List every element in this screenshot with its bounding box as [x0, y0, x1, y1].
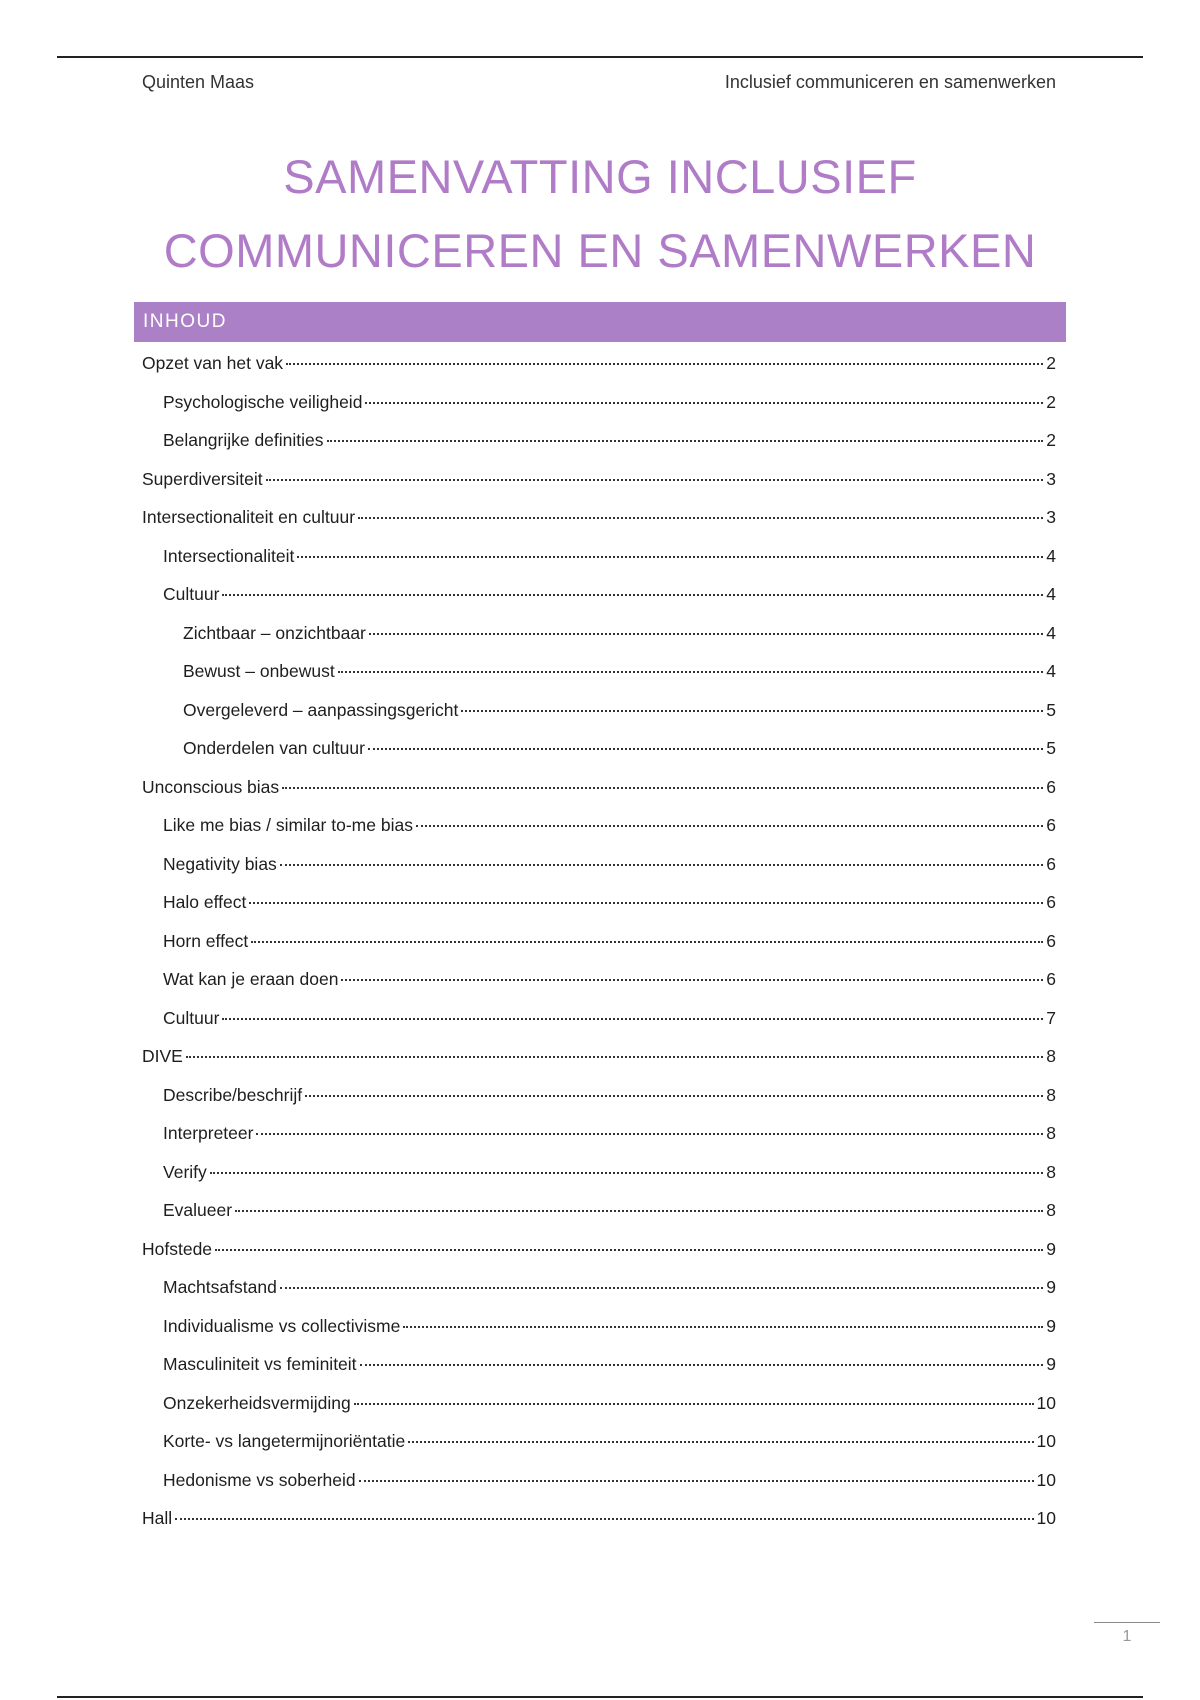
toc-entry-page-number: 9: [1046, 1277, 1056, 1297]
toc-dot-leader: [354, 1403, 1034, 1405]
toc-entry[interactable]: [142, 623, 1056, 662]
toc-dot-leader: [280, 864, 1043, 866]
toc-entry-label[interactable]: Onderdelen van cultuur: [183, 738, 365, 758]
toc-entry-page-number: 8: [1046, 1161, 1056, 1182]
toc-entry-page-number: 7: [1046, 1007, 1056, 1028]
toc-entry-page-number: 6: [1046, 815, 1056, 835]
toc-entry-page-number: 3: [1046, 507, 1056, 527]
header-course-title: Inclusief communiceren en samenwerken: [724, 72, 1056, 92]
toc-entry-label[interactable]: Hedonisme vs soberheid: [163, 1469, 356, 1490]
toc-entry-label[interactable]: Individualisme vs collectivisme: [163, 1315, 401, 1336]
toc-dot-leader: [403, 1326, 1043, 1328]
toc-entry-label[interactable]: Like me bias / similar to-me bias: [163, 815, 413, 835]
toc-dot-leader: [175, 1518, 1033, 1520]
toc-entry-page-number: 10: [1036, 1508, 1056, 1528]
toc-heading-banner: [134, 302, 1066, 342]
toc-entry[interactable]: [142, 1354, 1056, 1393]
toc-entry-label[interactable]: Zichtbaar – onzichtbaar: [183, 622, 366, 643]
footer-rule: [57, 1696, 1143, 1698]
toc-dot-leader: [280, 1287, 1043, 1289]
toc-entry-label[interactable]: Describe/beschrijf: [163, 1084, 303, 1105]
toc-entry-label[interactable]: DIVE: [142, 1046, 183, 1066]
toc-entry-label[interactable]: Machtsafstand: [163, 1277, 277, 1297]
document-title-line-2: COMMUNICEREN EN SAMENWERKEN: [163, 224, 1037, 277]
toc-dot-leader: [215, 1249, 1043, 1251]
toc-entry[interactable]: [142, 738, 1056, 777]
toc-entry-page-number: 9: [1046, 1354, 1056, 1374]
toc-dot-leader: [282, 787, 1043, 789]
toc-entry-page-number: 8: [1046, 1200, 1056, 1220]
toc-dot-leader: [365, 402, 1043, 404]
toc-entry[interactable]: [142, 546, 1056, 585]
toc-entry-label[interactable]: Wat kan je eraan doen: [163, 969, 339, 989]
toc-entry-page-number: 3: [1046, 468, 1056, 489]
toc-entry[interactable]: [142, 1200, 1056, 1239]
document-title-line-1: SAMENVATTING INCLUSIEF: [283, 150, 917, 203]
toc-entry[interactable]: [142, 1393, 1056, 1432]
header-rule: [57, 56, 1143, 58]
toc-dot-leader: [235, 1210, 1043, 1212]
toc-dot-leader: [369, 633, 1043, 635]
toc-entry-label[interactable]: Interpreteer: [163, 1123, 254, 1143]
toc-entry[interactable]: [142, 392, 1056, 431]
toc-entry-page-number: 8: [1046, 1046, 1056, 1066]
toc-entry-page-number: 6: [1046, 776, 1056, 797]
toc-entry-label[interactable]: Overgeleverd – aanpassingsgericht: [183, 699, 459, 720]
toc-entry-label[interactable]: Onzekerheidsvermijding: [163, 1392, 351, 1413]
toc-entry[interactable]: [142, 892, 1056, 931]
toc-entry-page-number: 2: [1046, 391, 1056, 412]
page-number-rule: [1094, 1622, 1160, 1623]
toc-entry-page-number: 8: [1046, 1084, 1056, 1105]
toc-entry[interactable]: [142, 1239, 1056, 1278]
document-title: [134, 140, 1066, 288]
toc-entry-label[interactable]: Evalueer: [163, 1200, 233, 1220]
toc-entry[interactable]: [142, 1277, 1056, 1316]
toc-entry[interactable]: [142, 469, 1056, 508]
toc-dot-leader: [327, 440, 1044, 442]
toc-entry[interactable]: [142, 1046, 1056, 1085]
toc-entry-label[interactable]: Horn effect: [163, 930, 249, 951]
toc-entry-label[interactable]: Verify: [163, 1161, 207, 1182]
toc-entry[interactable]: [142, 969, 1056, 1008]
toc-dot-leader: [360, 1364, 1044, 1366]
toc-dot-leader: [408, 1441, 1033, 1443]
toc-entry-label[interactable]: Superdiversiteit: [142, 468, 263, 489]
toc-entry-page-number: 6: [1046, 930, 1056, 951]
toc-entry[interactable]: [142, 1085, 1056, 1124]
toc-entry[interactable]: [142, 931, 1056, 970]
toc-dot-leader: [416, 825, 1043, 827]
toc-entry-page-number: 10: [1036, 1469, 1056, 1490]
toc-entry-page-number: 6: [1046, 969, 1056, 989]
toc-entry[interactable]: [142, 430, 1056, 469]
toc-entry-label[interactable]: Hofstede: [142, 1238, 213, 1259]
toc-entry[interactable]: [142, 1123, 1056, 1162]
toc-entry-page-number: 10: [1036, 1392, 1056, 1413]
toc-entry[interactable]: [142, 1470, 1056, 1509]
toc-entry-label[interactable]: Intersectionaliteit en cultuur: [142, 507, 356, 527]
toc-dot-leader: [266, 479, 1044, 481]
toc-entry-page-number: 2: [1046, 353, 1056, 373]
toc-entry-page-number: 6: [1046, 853, 1056, 874]
toc-entry[interactable]: [142, 1008, 1056, 1047]
toc-entry-label[interactable]: Psychologische veiligheid: [163, 391, 363, 412]
toc-entry[interactable]: [142, 1316, 1056, 1355]
toc-entry-page-number: 2: [1046, 430, 1056, 450]
page-number: 1: [1122, 1628, 1132, 1645]
toc-entry-page-number: 5: [1046, 738, 1056, 758]
toc-entry-page-number: 4: [1046, 545, 1056, 566]
toc-entry[interactable]: [142, 777, 1056, 816]
toc-entry-label[interactable]: Korte- vs langetermijnoriëntatie: [163, 1431, 406, 1451]
toc-entry-page-number: 4: [1046, 661, 1056, 681]
toc-entry-label[interactable]: Cultuur: [163, 584, 220, 604]
toc-entry[interactable]: [142, 700, 1056, 739]
toc-entry-label[interactable]: Cultuur: [163, 1007, 220, 1028]
toc-dot-leader: [341, 979, 1043, 981]
toc-entry-label[interactable]: Belangrijke definities: [163, 430, 324, 450]
table-of-contents: [142, 353, 1056, 1547]
toc-dot-leader: [338, 671, 1044, 673]
toc-entry[interactable]: [142, 1431, 1056, 1470]
toc-dot-leader: [251, 941, 1043, 943]
toc-entry-label[interactable]: Bewust – onbewust: [183, 661, 335, 681]
toc-dot-leader: [461, 710, 1043, 712]
toc-dot-leader: [256, 1133, 1043, 1135]
toc-dot-leader: [297, 556, 1043, 558]
toc-entry-page-number: 8: [1046, 1123, 1056, 1143]
toc-dot-leader: [359, 1480, 1034, 1482]
toc-dot-leader: [368, 748, 1043, 750]
toc-entry-page-number: 4: [1046, 584, 1056, 604]
toc-entry-label[interactable]: Halo effect: [163, 892, 247, 912]
toc-entry-page-number: 5: [1046, 699, 1056, 720]
toc-dot-leader: [305, 1095, 1043, 1097]
toc-dot-leader: [222, 1018, 1043, 1020]
toc-dot-leader: [210, 1172, 1043, 1174]
toc-entry[interactable]: [142, 854, 1056, 893]
toc-dot-leader: [286, 363, 1043, 365]
toc-entry[interactable]: [142, 507, 1056, 546]
toc-heading: INHOUD: [143, 311, 227, 332]
toc-entry-page-number: 9: [1046, 1315, 1056, 1336]
toc-entry-page-number: 10: [1036, 1431, 1056, 1451]
toc-entry[interactable]: [142, 353, 1056, 392]
toc-entry[interactable]: [142, 661, 1056, 700]
toc-entry[interactable]: [142, 815, 1056, 854]
toc-entry[interactable]: [142, 584, 1056, 623]
toc-entry-label[interactable]: Hall: [142, 1508, 173, 1528]
toc-entry-page-number: 4: [1046, 622, 1056, 643]
header-author: Quinten Maas: [142, 72, 255, 92]
toc-entry-label[interactable]: Opzet van het vak: [142, 353, 284, 373]
toc-entry-page-number: 9: [1046, 1238, 1056, 1259]
toc-entry-label[interactable]: Masculiniteit vs feminiteit: [163, 1354, 357, 1374]
toc-dot-leader: [186, 1056, 1043, 1058]
toc-entry-label[interactable]: Intersectionaliteit: [163, 545, 295, 566]
toc-dot-leader: [358, 517, 1043, 519]
toc-entry[interactable]: [142, 1508, 1056, 1547]
toc-entry-label[interactable]: Unconscious bias: [142, 776, 280, 797]
toc-dot-leader: [249, 902, 1043, 904]
toc-entry-page-number: 6: [1046, 892, 1056, 912]
toc-entry[interactable]: [142, 1162, 1056, 1201]
toc-entry-label[interactable]: Negativity bias: [163, 853, 277, 874]
toc-dot-leader: [222, 594, 1043, 596]
